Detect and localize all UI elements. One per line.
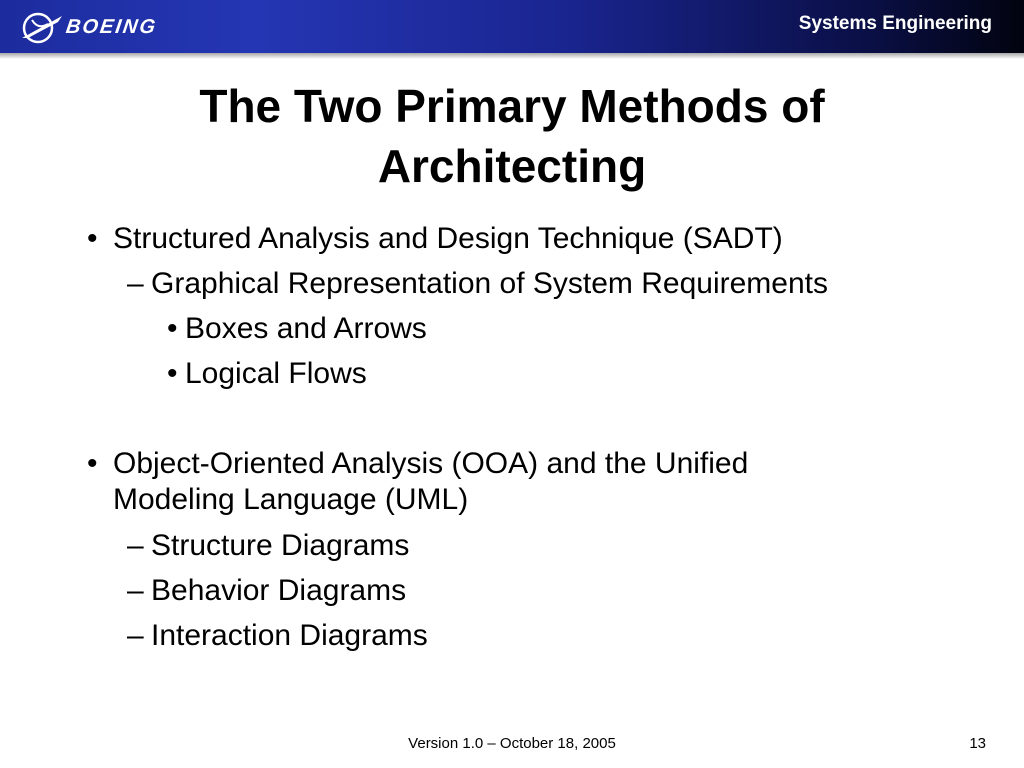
dash-marker: – — [127, 267, 144, 300]
sub-bullet-item — [127, 618, 428, 654]
boeing-logo-icon — [18, 8, 64, 46]
bullet-text: Structured Analysis and Design Technique (SADT) — [113, 222, 783, 255]
sub-sub-bullet-text: Logical Flows — [185, 357, 367, 390]
bullet-marker: • — [87, 222, 98, 255]
page-number: 13 — [969, 735, 986, 752]
boeing-logo-text: BOEING — [64, 15, 159, 38]
sub-sub-bullet-item — [167, 311, 427, 347]
sub-bullet-text: Interaction Diagrams — [151, 619, 428, 652]
sub-bullet-item — [127, 266, 828, 302]
dash-marker: – — [127, 529, 144, 562]
boeing-logo — [18, 8, 157, 46]
slide-title-line-2: Architecting — [377, 140, 647, 192]
bullet-marker: • — [167, 312, 178, 345]
header-shadow — [0, 53, 1024, 59]
slide-title — [0, 76, 1024, 196]
sub-bullet-text: Graphical Representation of System Requirements — [151, 267, 828, 300]
slide-title-line-1: The Two Primary Methods of — [199, 80, 825, 132]
bullet-item — [87, 221, 783, 257]
footer-version: Version 1.0 – October 18, 2005 — [408, 735, 616, 752]
bullet-text-line-1: Object-Oriented Analysis (OOA) and the Unified — [113, 447, 749, 480]
dash-marker: – — [127, 574, 144, 607]
bullet-text-line-2: Modeling Language (UML) — [113, 483, 469, 516]
sub-sub-bullet-item — [167, 356, 367, 392]
bullet-marker: • — [87, 447, 98, 480]
dash-marker: – — [127, 619, 144, 652]
sub-bullet-text: Behavior Diagrams — [151, 574, 407, 607]
sub-bullet-item — [127, 528, 410, 564]
bullet-item — [87, 446, 749, 518]
sub-sub-bullet-text: Boxes and Arrows — [185, 312, 427, 345]
sub-bullet-text: Structure Diagrams — [151, 529, 410, 562]
sub-bullet-item — [127, 573, 407, 609]
header-title: Systems Engineering — [798, 13, 992, 34]
bullet-marker: • — [167, 357, 178, 390]
header-bar — [0, 0, 1024, 53]
